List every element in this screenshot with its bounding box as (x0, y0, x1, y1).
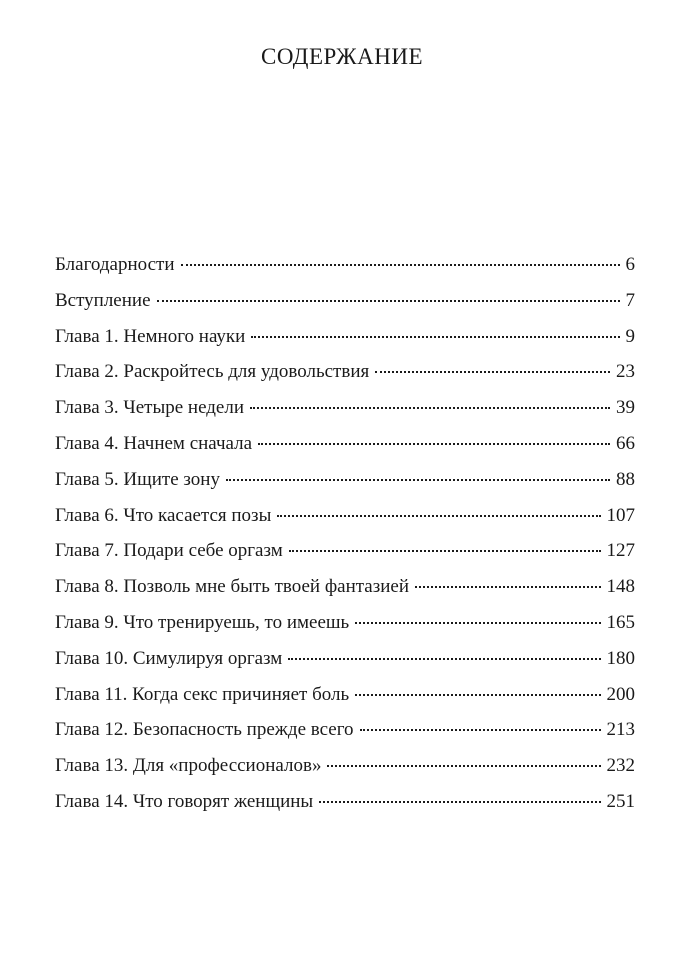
dot-leader (181, 264, 620, 266)
toc-entry-page: 148 (606, 576, 635, 598)
toc-entry (55, 326, 635, 362)
toc-entry-label: Глава 5. Ищите зону (55, 468, 220, 490)
toc-entry-label: Глава 14. Что говорят женщины (55, 790, 314, 812)
toc-entry-label: Глава 4. Начнем сначала (55, 432, 253, 454)
table-of-contents (55, 254, 635, 827)
toc-entry-page: 9 (625, 325, 635, 347)
toc-entry-page: 23 (616, 361, 635, 383)
dot-leader (375, 371, 610, 373)
toc-entry (55, 505, 635, 541)
toc-entry-label: Глава 10. Симулируя оргазм (55, 647, 283, 669)
toc-entry (55, 290, 635, 326)
page-title: СОДЕРЖАНИЕ (260, 44, 423, 69)
toc-entry (55, 648, 635, 684)
toc-entry-label: Глава 13. Для «профессионалов» (55, 755, 322, 777)
toc-entry-page: 6 (625, 254, 635, 275)
dot-leader (415, 586, 601, 588)
toc-entry (55, 612, 635, 648)
toc-entry (55, 719, 635, 755)
toc-entry-page: 107 (606, 504, 635, 526)
toc-entry (55, 576, 635, 612)
dot-leader (277, 515, 600, 517)
toc-entry-page: 232 (606, 755, 635, 777)
dot-leader (251, 336, 619, 338)
toc-entry (55, 755, 635, 791)
toc-entry-page: 251 (606, 790, 635, 812)
toc-entry-label: Глава 9. Что тренируешь, то имеешь (55, 611, 350, 633)
dot-leader (360, 729, 601, 731)
toc-entry-page: 200 (606, 683, 635, 705)
toc-entry-label: Благодарности (55, 254, 175, 275)
toc-entry (55, 469, 635, 505)
toc-entry-label: Глава 3. Четыре недели (55, 397, 245, 419)
toc-entry-label: Глава 1. Немного науки (55, 325, 246, 347)
dot-leader (157, 300, 620, 302)
toc-entry (55, 397, 635, 433)
dot-leader (288, 658, 600, 660)
toc-entry-label: Глава 8. Позволь мне быть твоей фантазией (55, 576, 409, 598)
toc-entry-label: Глава 2. Раскройтесь для удовольствия (55, 361, 370, 383)
toc-entry-label: Глава 7. Подари себе оргазм (55, 540, 283, 562)
dot-leader (355, 694, 600, 696)
toc-entry-page: 127 (606, 540, 635, 562)
toc-entry-label: Глава 12. Безопасность прежде всего (55, 719, 354, 741)
dot-leader (226, 479, 610, 481)
toc-entry-page: 180 (606, 647, 635, 669)
toc-entry-page: 66 (616, 432, 635, 454)
toc-entry-page: 88 (616, 468, 635, 490)
toc-entry (55, 361, 635, 397)
toc-entry-page: 39 (616, 397, 635, 419)
toc-entry (55, 791, 635, 827)
dot-leader (258, 443, 610, 445)
toc-entry-label: Глава 6. Что касается позы (55, 504, 272, 526)
dot-leader (289, 550, 601, 552)
toc-entry-label: Глава 11. Когда секс причиняет боль (55, 683, 350, 705)
toc-entry-page: 213 (606, 719, 635, 741)
toc-entry (55, 540, 635, 576)
toc-entry (55, 433, 635, 469)
toc-entry (55, 684, 635, 720)
toc-entry (55, 254, 635, 290)
toc-entry-page: 7 (625, 289, 635, 311)
dot-leader (355, 622, 600, 624)
dot-leader (250, 407, 610, 409)
toc-entry-label: Вступление (55, 289, 151, 311)
dot-leader (319, 801, 600, 803)
dot-leader (327, 765, 600, 767)
toc-entry-page: 165 (606, 611, 635, 633)
